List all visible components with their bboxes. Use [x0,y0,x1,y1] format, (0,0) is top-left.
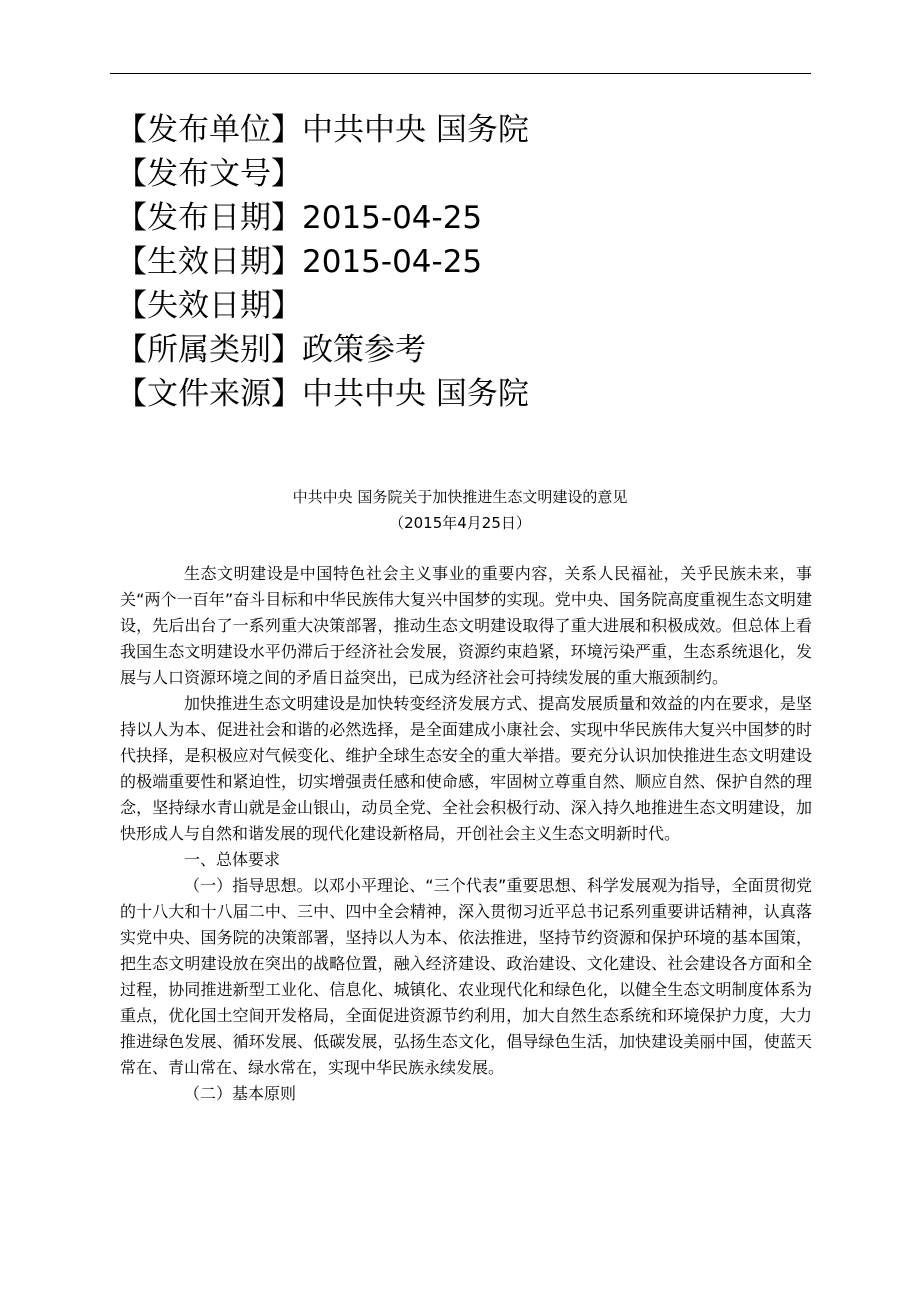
meta-label: 【生效日期】 [116,244,302,280]
meta-label: 【失效日期】 [116,288,302,324]
paragraph: 加快推进生态文明建设是加快转变经济发展方式、提高发展质量和效益的内在要求，是坚持以人为本、促进社会和谐的必然选择，是全面建成小康社会、实现中华民族伟大复兴中国梦的时代抉择，是积极应对气候变化、维护全球生态安全的重大举措。要充分认识加快推进生态文明建设的极端重要性和紧迫性，切实增强责任感和使命感，牢固树立尊重自然、顺应自然、保护自然的理念，坚持绿水青山就是金山银山，动员全党、全社会积极行动、深入持久地推进生态文明建设，加快形成人与自然和谐发展的现代化建设新格局，开创社会主义生态文明新时代。 [120,694,812,843]
meta-value: 中共中央 国务院 [302,376,529,412]
meta-label: 【所属类别】 [116,332,302,368]
subsection-heading: （二）基本原则 [184,1084,297,1103]
meta-row-expiry-date [116,284,816,328]
document-title-block [110,484,810,536]
meta-row-publish-date [116,196,816,240]
meta-value: 2015-04-25 [302,244,483,280]
meta-value: 政策参考 [302,332,426,368]
meta-row-doc-number [116,152,816,196]
document-body [120,561,812,1107]
meta-label: 【发布日期】 [116,200,302,236]
meta-row-category [116,328,816,372]
paragraph: 生态文明建设是中国特色社会主义事业的重要内容，关系人民福祉，关乎民族未来，事关“两个一百年”奋斗目标和中华民族伟大复兴中国梦的实现。党中央、国务院高度重视生态文明建设，先后出台了一系列重大决策部署，推动生态文明建设取得了重大进展和积极成效。但总体上看我国生态文明建设水平仍滞后于经济社会发展，资源约束趋紧，环境污染严重，生态系统退化，发展与人口资源环境之间的矛盾日益突出，已成为经济社会可持续发展的重大瓶颈制约。 [120,564,812,687]
meta-row-issuer [116,108,816,152]
document-title: 中共中央 国务院关于加快推进生态文明建设的意见 [292,488,628,506]
document-date: （2015年4月25日） [389,514,531,532]
section-heading: 一、总体要求 [184,850,281,869]
document-metadata [116,108,816,416]
header-rule [110,73,811,74]
meta-row-effective-date [116,240,816,284]
meta-label: 【发布文号】 [116,156,302,192]
meta-row-source [116,372,816,416]
meta-value: 2015-04-25 [302,200,483,236]
meta-label: 【文件来源】 [116,376,302,412]
meta-value: 中共中央 国务院 [302,112,529,148]
paragraph: （一）指导思想。以邓小平理论、“三个代表”重要思想、科学发展观为指导，全面贯彻党的十八大和十八届二中、三中、四中全会精神，深入贯彻习近平总书记系列重要讲话精神，认真落实党中央、国务院的决策部署，坚持以人为本、依法推进，坚持节约资源和保护环境的基本国策，把生态文明建设放在突出的战略位置，融入经济建设、政治建设、文化建设、社会建设各方面和全过程，协同推进新型工业化、信息化、城镇化、农业现代化和绿色化，以健全生态文明制度体系为重点，优化国土空间开发格局，全面促进资源节约利用，加大自然生态系统和环境保护力度，大力推进绿色发展、循环发展、低碳发展，弘扬生态文化，倡导绿色生活，加快建设美丽中国，使蓝天常在、青山常在、绿水常在，实现中华民族永续发展。 [120,876,812,1077]
meta-label: 【发布单位】 [116,112,302,148]
